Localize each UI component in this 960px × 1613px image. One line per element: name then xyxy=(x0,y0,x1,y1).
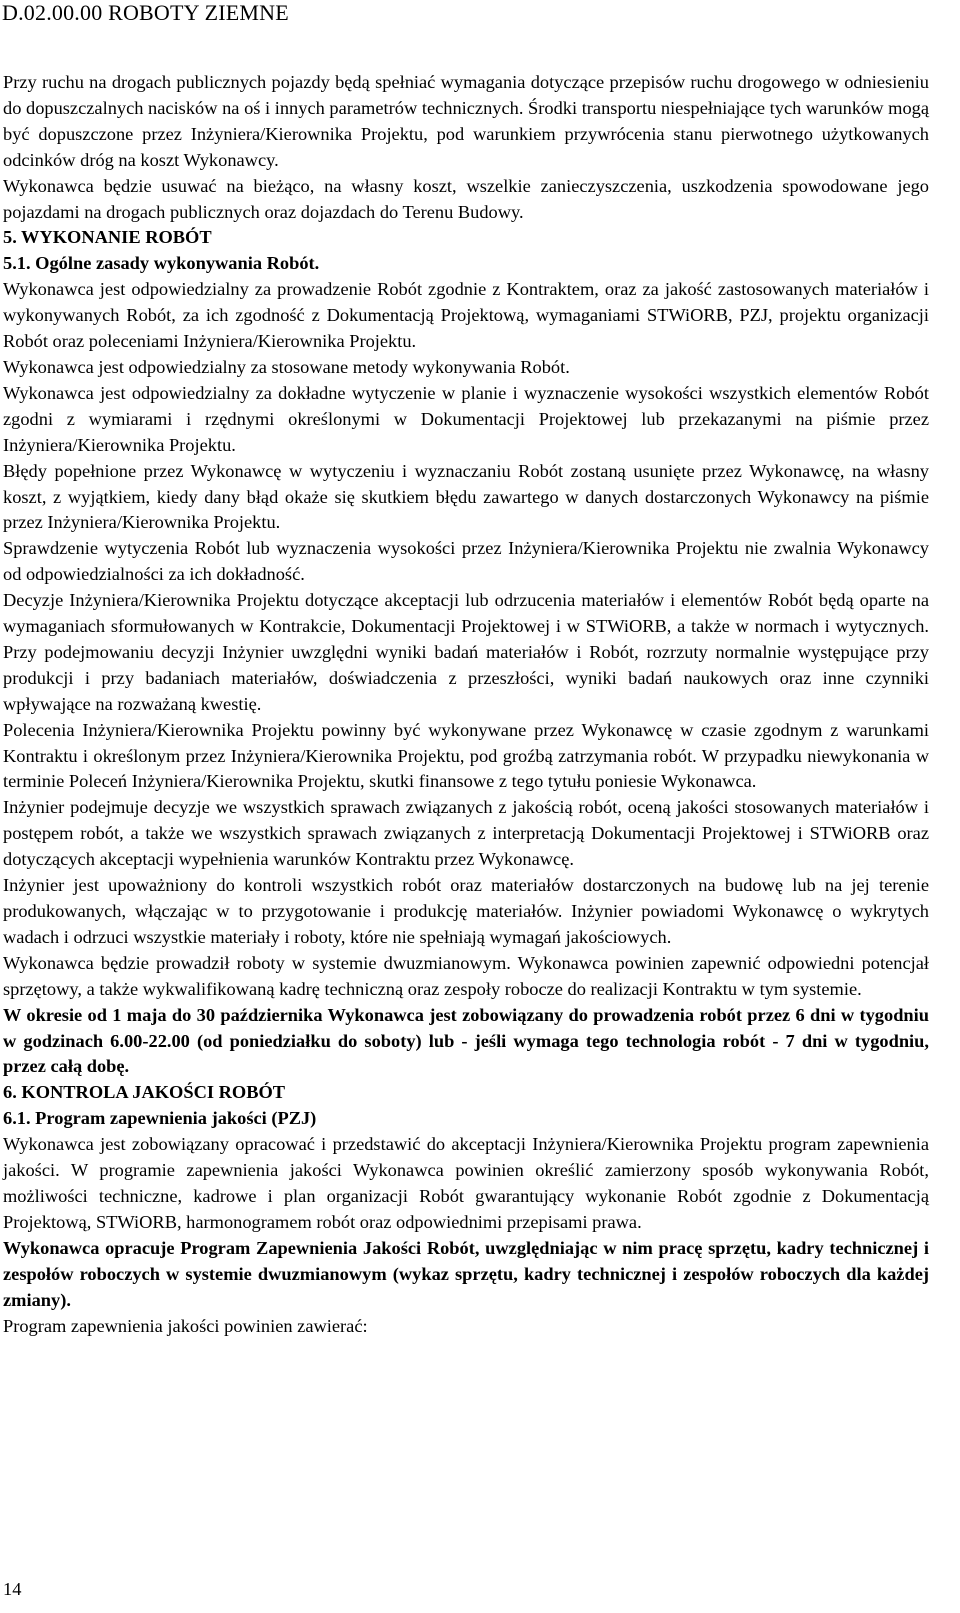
body-paragraph: Wykonawca jest zobowiązany opracować i przedstawić do akceptacji Inżyniera/Kierownika Projektu program zapewnienia jakości. W programie zapewnienia jakości Wykonawca powinien określić zamierzony sposób wykonywania Robót, możliwości techniczne, kadrowe i plan organizacji Robót gwarantujący wykonanie Robót zgodnie z Dokumentacją Projektową, STWiORB, harmonogramem robót oraz odpowiednimi przepisami prawa. xyxy=(3,1134,929,1232)
body-paragraph: Przy ruchu na drogach publicznych pojazdy będą spełniać wymagania dotyczące przepisów ruchu drogowego w odniesieniu do dopuszczalnych nacisków na oś i innych parametrów technicznych. Środki transportu niespełniające tych warunków mogą być dopuszczone przez Inżyniera/Kierownika Projektu, pod warunkiem przywrócenia stanu pierwotnego użytkowanych odcinków dróg na koszt Wykonawcy. xyxy=(3,72,929,170)
page-number: 14 xyxy=(3,1579,22,1599)
body-paragraph: Wykonawca jest odpowiedzialny za dokładne wytyczenie w planie i wyznaczenie wysokości wszystkich elementów Robót zgodni z wymiarami i rzędnymi określonymi w Dokumentacji Projektowej lub przekazanymi na piśmie przez Inżyniera/Kierownika Projektu. xyxy=(3,382,929,455)
body-paragraph: Inżynier podejmuje decyzje we wszystkich sprawach związanych z jakością robót, oceną jakości stosowanych materiałów i postępem robót, a także we wszystkich sprawach związanych z interpretacją Dokumentacji Projektowej i STWiORB oraz dotyczących akceptacji wypełnienia warunków Kontraktu przez Wykonawcę. xyxy=(3,797,929,870)
bold-paragraph: Wykonawca opracuje Program Zapewnienia Jakości Robót, uwzględniając w nim pracę sprzętu, kadry technicznej i zespołów roboczych w systemie dwuzmianowym (wykaz sprzętu, kadry technicznej i zespołów roboczych dla każdej zmiany). xyxy=(3,1237,929,1310)
section-heading: 6.1. Program zapewnienia jakości (PZJ) xyxy=(3,1108,317,1129)
body-paragraph: Program zapewnienia jakości powinien zawierać: xyxy=(3,1315,368,1336)
body-paragraph: Wykonawca jest odpowiedzialny za stosowane metody wykonywania Robót. xyxy=(3,356,570,377)
body-paragraph: Sprawdzenie wytyczenia Robót lub wyznaczenia wysokości przez Inżyniera/Kierownika Projektu nie zwalnia Wykonawcy od odpowiedzialności za ich dokładność. xyxy=(3,538,929,585)
document-header-title: D.02.00.00 ROBOTY ZIEMNE xyxy=(2,0,289,25)
document-body xyxy=(3,70,929,1339)
section-heading: 5.1. Ogólne zasady wykonywania Robót. xyxy=(3,253,320,274)
body-paragraph: Wykonawca jest odpowiedzialny za prowadzenie Robót zgodnie z Kontraktem, oraz za jakość zastosowanych materiałów i wykonywanych Robót, za ich zgodność z Dokumentacją Projektową, wymaganiami STWiORB, PZJ, projektu organizacji Robót oraz poleceniami Inżyniera/Kierownika Projektu. xyxy=(3,279,929,352)
body-paragraph: Wykonawca będzie usuwać na bieżąco, na własny koszt, wszelkie zanieczyszczenia, uszkodzenia spowodowane jego pojazdami na drogach publicznych oraz dojazdach do Terenu Budowy. xyxy=(3,175,929,222)
body-paragraph: Inżynier jest upoważniony do kontroli wszystkich robót oraz materiałów dostarczonych na budowę lub na jej terenie produkowanych, włączając w to przygotowanie i produkcję materiałów. Inżynier powiadomi Wykonawcę o wykrytych wadach i odrzuci wszystkie materiały i roboty, które nie spełniają wymagań jakościowych. xyxy=(3,875,929,947)
body-paragraph: Wykonawca będzie prowadził roboty w systemie dwuzmianowym. Wykonawca powinien zapewnić odpowiedni potencjał sprzętowy, a także wykwalifikowaną kadrę techniczną oraz zespoły robocze do realizacji Kontraktu w tym systemie. xyxy=(3,952,929,999)
section-heading: 5. WYKONANIE ROBÓT xyxy=(3,227,212,248)
bold-paragraph: W okresie od 1 maja do 30 października Wykonawca jest zobowiązany do prowadzenia robót przez 6 dni w tygodniu w godzinach 6.00-22.00 (od poniedziałku do soboty) lub - jeśli wymaga tego technologia robót - 7 dni w tygodniu, przez całą dobę. xyxy=(3,1004,929,1077)
body-paragraph: Błędy popełnione przez Wykonawcę w wytyczeniu i wyznaczaniu Robót zostaną usunięte przez Wykonawcę, na własny koszt, z wyjątkiem, kiedy dany błąd okaże się skutkiem błędu zawartego w danych dostarczonych Wykonawcy na piśmie przez Inżyniera/Kierownika Projektu. xyxy=(3,460,929,533)
body-paragraph: Decyzje Inżyniera/Kierownika Projektu dotyczące akceptacji lub odrzucenia materiałów i elementów Robót będą oparte na wymaganiach sformułowanych w Kontrakcie, Dokumentacji Projektowej i w STWiORB, a także w normach i wytycznych. Przy podejmowaniu decyzji Inżynier uwzględni wyniki badań materiałów i Robót, rozrzuty normalnie występujące przy produkcji i przy badaniach materiałów, doświadczenia z przeszłości, wyniki badań naukowych oraz inne czynniki wpływające na rozważaną kwestię. xyxy=(3,590,929,714)
body-paragraph: Polecenia Inżyniera/Kierownika Projektu powinny być wykonywane przez Wykonawcę w czasie zgodnym z warunkami Kontraktu i określonym przez Inżyniera/Kierownika Projektu, pod groźbą zatrzymania robót. W przypadku niewykonania w terminie Poleceń Inżyniera/Kierownika Projektu, skutki finansowe z tego tytułu poniesie Wykonawca. xyxy=(3,719,929,792)
section-heading: 6. KONTROLA JAKOŚCI ROBÓT xyxy=(3,1082,286,1103)
